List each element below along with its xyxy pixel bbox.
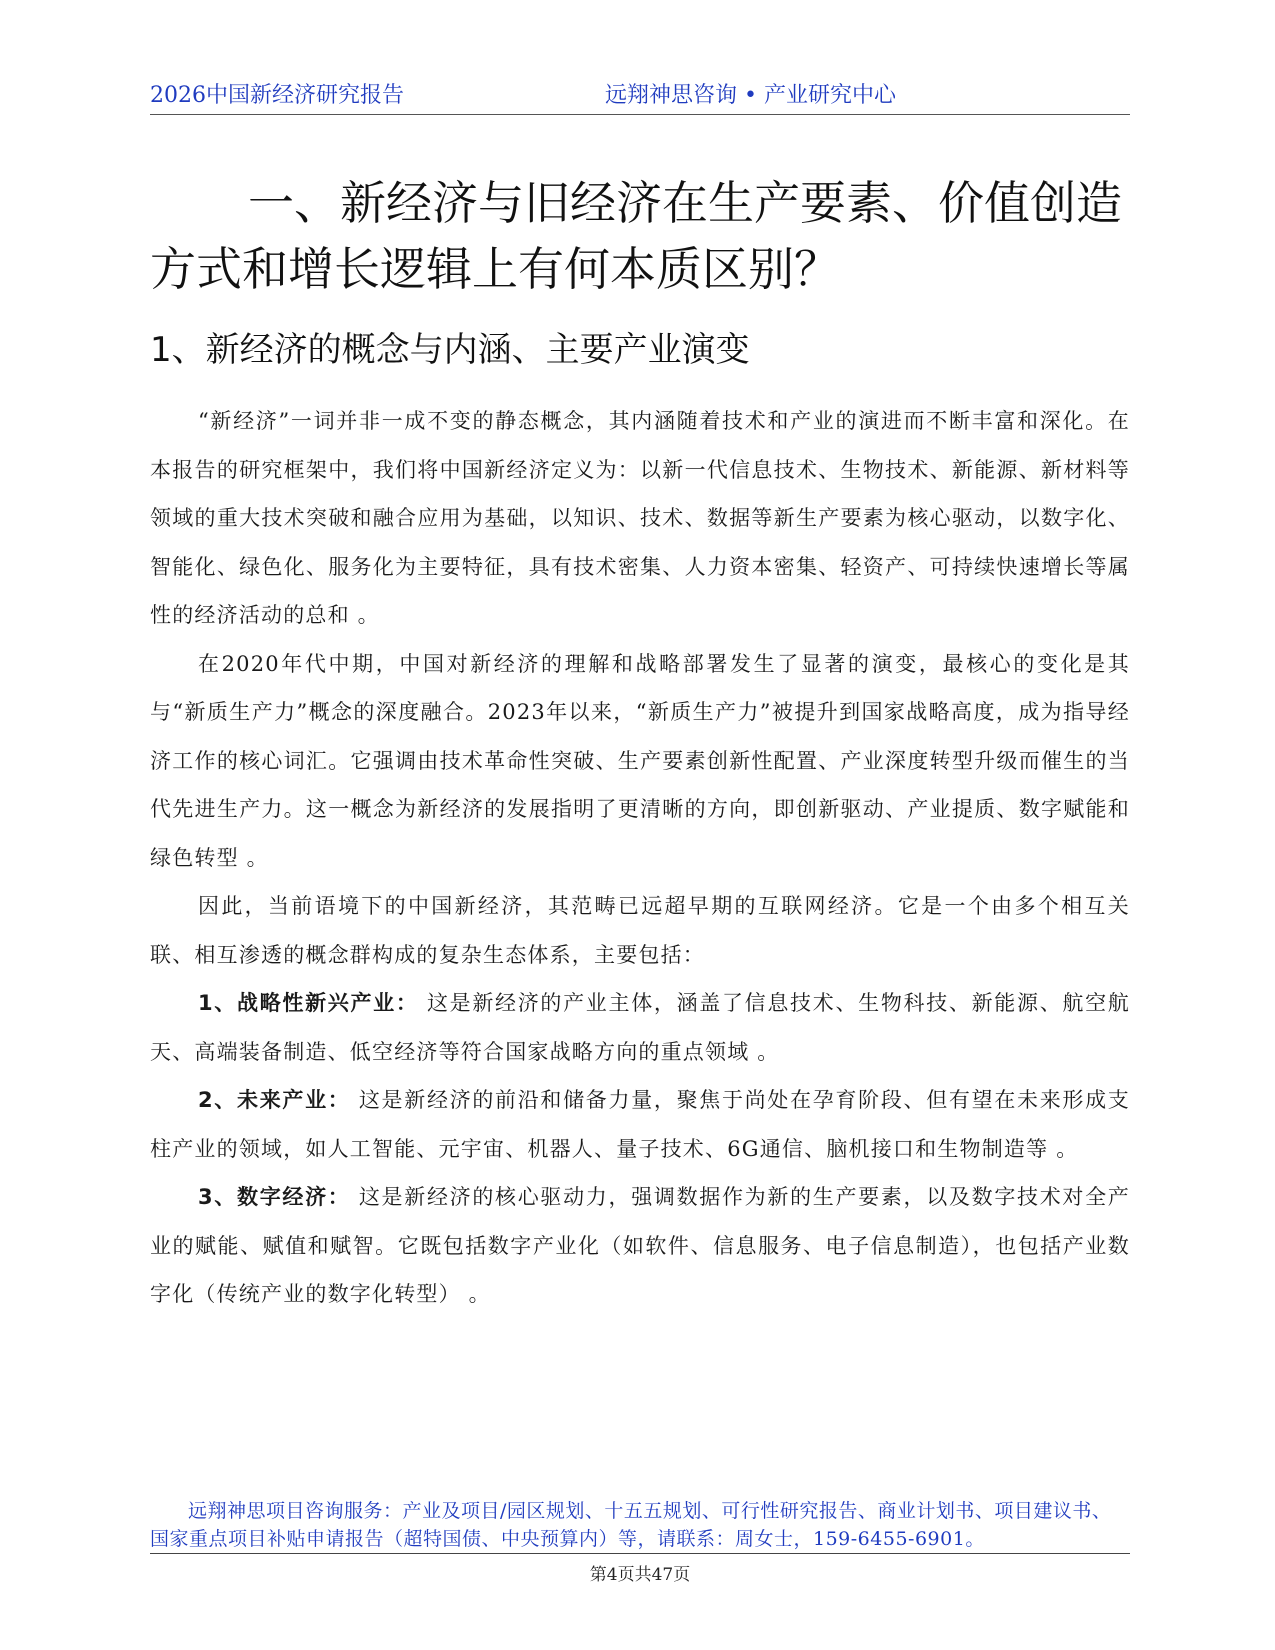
list-item [150,1173,1130,1319]
paragraph: 在2020年代中期，中国对新经济的理解和战略部署发生了显著的演变，最核心的变化是其与“新质生产力”概念的深度融合。2023年以来，“新质生产力”被提升到国家战略高度，成为指导经济工作的核心词汇。它强调由技术革命性突破、生产要素创新性配置、产业深度转型升级而催生的当代先进生产力。这一概念为新经济的发展指明了更清晰的方向，即创新驱动、产业提质、数字赋能和绿色转型 。 [150,651,1130,870]
paragraph: “新经济”一词并非一成不变的静态概念，其内涵随着技术和产业的演进而不断丰富和深化。在本报告的研究框架中，我们将中国新经济定义为：以新一代信息技术、生物技术、新能源、新材料等领域的重大技术突破和融合应用为基础，以知识、技术、数据等新生产要素为核心驱动，以数字化、智能化、绿色化、服务化为主要特征，具有技术密集、人力资本密集、轻资产、可持续快速增长等属性的经济活动的总和 。 [150,409,1130,627]
footer-divider [150,1553,1130,1554]
body-text [150,397,1130,1319]
list-item-text: 这是新经济的核心驱动力，强调数据作为新的生产要素，以及数字技术对全产业的赋能、赋值和赋智。它既包括数字产业化（如软件、信息服务、电子信息制造），也包括产业数字化（传统产业的数字化转型） 。 [150,1185,1130,1306]
section-title: 一、新经济与旧经济在生产要素、价值创造方式和增长逻辑上有何本质区别？ [150,176,1122,296]
list-item-text: 这是新经济的前沿和储备力量，聚焦于尚处在孕育阶段、但有望在未来形成支柱产业的领域，如人工智能、元宇宙、机器人、量子技术、6G通信、脑机接口和生物制造等 。 [150,1088,1130,1161]
list-item-text: 这是新经济的产业主体，涵盖了信息技术、生物科技、新能源、航空航天、高端装备制造、低空经济等符合国家战略方向的重点领域 。 [150,991,1130,1064]
page-number: 第4页共47页 [589,1565,691,1585]
list-item-label: 2、未来产业： [198,1088,351,1112]
paragraph: 因此，当前语境下的中国新经济，其范畴已远超早期的互联网经济。它是一个由多个相互关联、相互渗透的概念群构成的复杂生态体系，主要包括： [150,894,1130,967]
list-item [150,1076,1130,1173]
subsection-title: 1、新经济的概念与内涵、主要产业演变 [150,330,750,370]
list-item-label: 1、战略性新兴产业： [198,991,419,1015]
list-item-label: 3、数字经济： [198,1185,351,1209]
footer-service-note: 远翔神思项目咨询服务：产业及项目/园区规划、十五五规划、可行性研究报告、商业计划书、项目建议书、国家重点项目补贴申请报告（超特国债、中央预算内）等，请联系：周女士，159-6455-6901。 [150,1500,1112,1550]
page-header [150,74,1130,115]
list-item [150,979,1130,1076]
header-report-title: 2026中国新经济研究报告 [150,83,404,108]
header-publisher: 远翔神思咨询 • 产业研究中心 [605,83,896,108]
